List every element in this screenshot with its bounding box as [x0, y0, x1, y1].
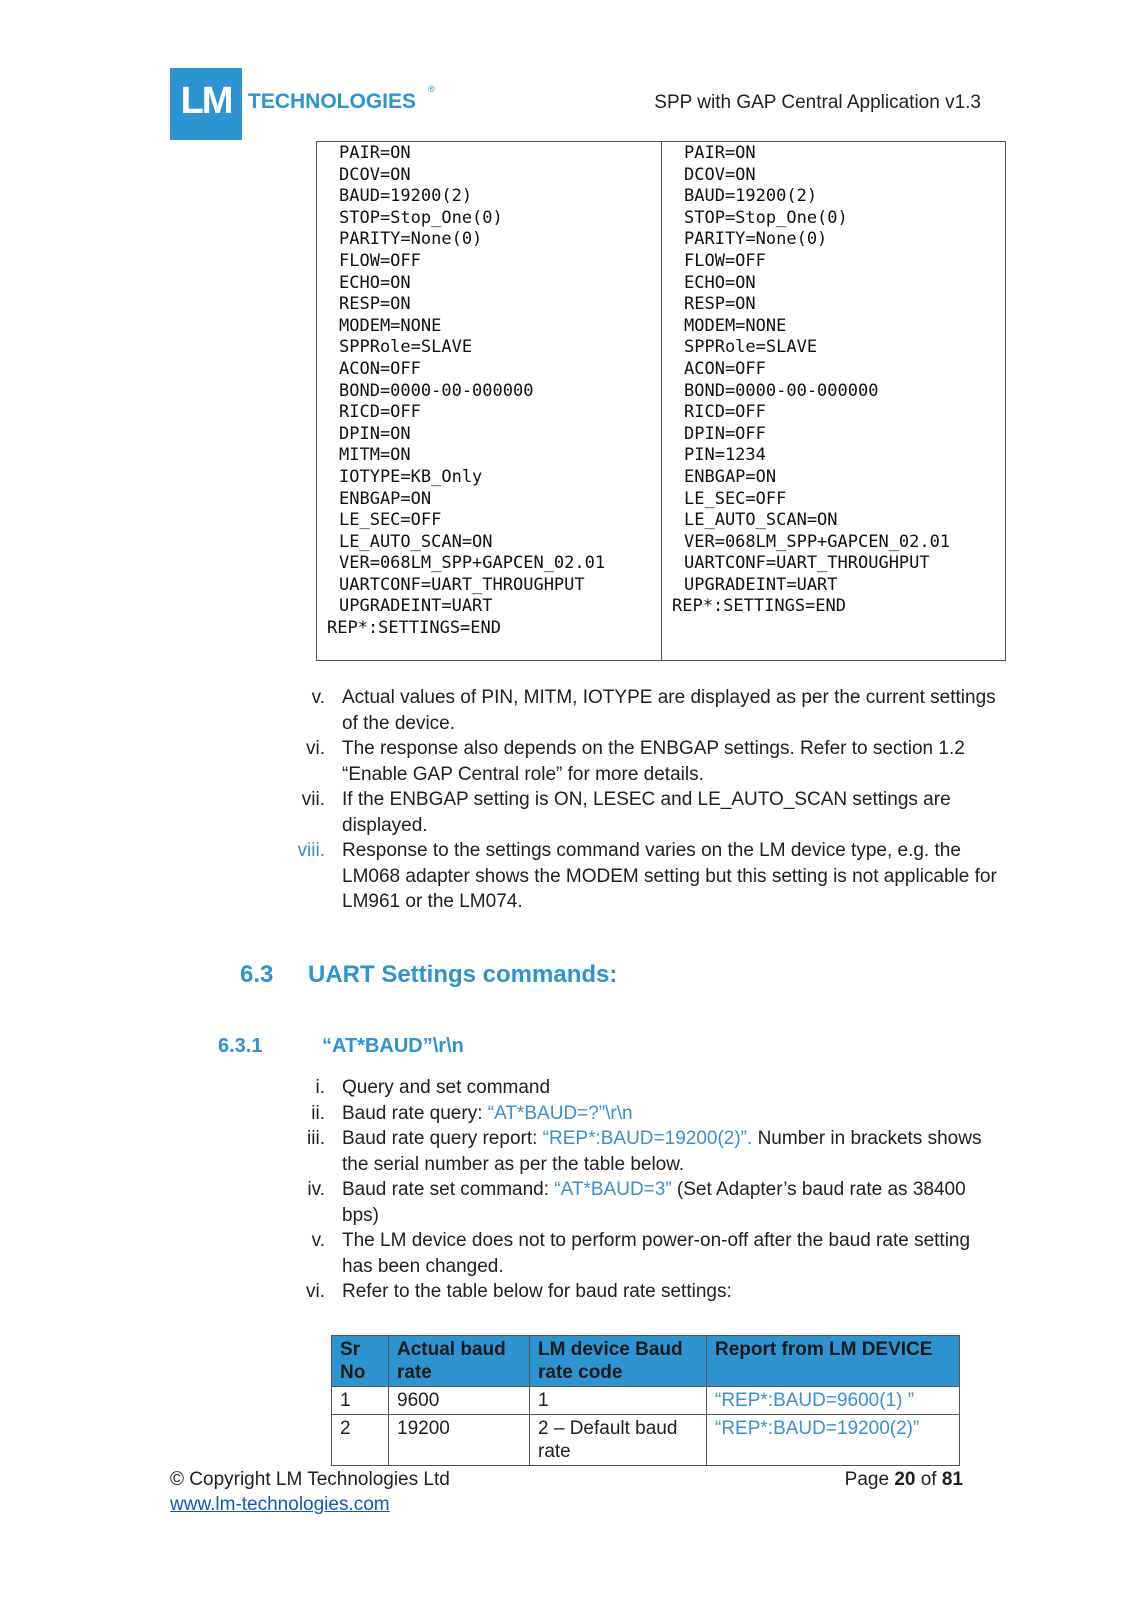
code-line: UARTCONF=UART_THROUGHPUT	[684, 553, 930, 574]
list-item	[280, 736, 1000, 787]
code-line: SPPRole=SLAVE	[684, 337, 818, 358]
table-row	[332, 1387, 960, 1415]
list-item	[280, 685, 1000, 736]
code-line: IOTYPE=KB_Only	[339, 466, 483, 487]
code-line: LE_AUTO_SCAN=ON	[339, 531, 493, 552]
settings-column-left	[317, 142, 662, 660]
code-line: MITM=ON	[339, 445, 411, 466]
list-text: The LM device does not to perform power-on-off after the baud rate setting has been changed.	[342, 1230, 971, 1277]
code-line: RICD=OFF	[684, 402, 766, 423]
code-line: VER=068LM_SPP+GAPCEN_02.01	[339, 553, 606, 574]
code-line: LE_AUTO_SCAN=ON	[684, 510, 838, 531]
list-number: iv.	[307, 1179, 325, 1200]
code-line: DCOV=ON	[339, 164, 411, 185]
list-number: v.	[311, 687, 325, 708]
list-text	[342, 1177, 1000, 1228]
logo-wordmark: TECHNOLOGIES	[248, 90, 417, 113]
subsection-title: “AT*BAUD”\r\n	[322, 1035, 464, 1057]
section-heading	[240, 961, 617, 989]
baud-command-list	[280, 1075, 1000, 1305]
table-cell: 19200	[389, 1415, 530, 1466]
code-line: PAIR=ON	[339, 143, 411, 163]
column-header-actual-baud: Actual baud rate	[389, 1336, 530, 1387]
code-line: ENBGAP=ON	[339, 488, 432, 509]
code-line: SPPRole=SLAVE	[339, 337, 473, 358]
table-cell: 1	[332, 1387, 389, 1415]
code-line: STOP=Stop_One(0)	[684, 207, 848, 228]
code-line: ECHO=ON	[339, 272, 411, 293]
code-line: ECHO=ON	[684, 272, 756, 293]
section-title: UART Settings commands:	[308, 961, 618, 988]
logo-mark	[170, 68, 242, 140]
table-cell: 9600	[389, 1387, 530, 1415]
list-item	[280, 787, 1000, 838]
code-line: RESP=ON	[684, 294, 756, 315]
table-cell: 1	[530, 1387, 707, 1415]
section-number: 6.3	[240, 961, 274, 988]
list-text: The response also depends on the ENBGAP settings. Refer to section 1.2 “Enable GAP Central role” for more details.	[342, 738, 965, 785]
subsection-number: 6.3.1	[218, 1035, 263, 1057]
command-code: “AT*BAUD=?”\r\n	[487, 1102, 633, 1124]
list-text: Query and set command	[342, 1077, 551, 1098]
list-text	[342, 1126, 1000, 1177]
code-line: BAUD=19200(2)	[339, 186, 473, 207]
code-line: PIN=1234	[684, 445, 766, 466]
code-line: PARITY=None(0)	[684, 229, 828, 250]
code-line: RICD=OFF	[339, 402, 421, 423]
code-line: DCOV=ON	[684, 164, 756, 185]
list-text	[342, 1101, 1000, 1127]
page-label: Page	[844, 1469, 895, 1490]
website-link[interactable]: www.lm-technologies.com	[170, 1494, 390, 1515]
code-line: DPIN=ON	[339, 423, 411, 444]
list-text: Response to the settings command varies on the LM device type, e.g. the LM068 adapter shows the MODEM setting but this setting is not applicable for LM961 or the LM074.	[342, 840, 997, 912]
list-item	[280, 1279, 1000, 1305]
code-line: UPGRADEINT=UART	[339, 596, 493, 617]
code-line: FLOW=OFF	[684, 250, 766, 271]
logo-mark-text: LM	[180, 80, 232, 122]
column-header-sr-no: Sr No	[332, 1336, 389, 1387]
current-page: 20	[894, 1469, 916, 1490]
code-line: LE_SEC=OFF	[339, 510, 442, 531]
list-text-prefix: Baud rate query report:	[342, 1128, 543, 1149]
list-text-prefix: Baud rate query:	[342, 1102, 488, 1124]
code-line: BOND=0000-00-000000	[684, 380, 879, 401]
list-item	[280, 1177, 1000, 1228]
list-item	[280, 1228, 1000, 1279]
list-text: Refer to the table below for baud rate settings:	[342, 1281, 732, 1302]
code-line: PARITY=None(0)	[339, 229, 483, 250]
command-code: “AT*BAUD=3”	[554, 1179, 672, 1200]
column-header-report: Report from LM DEVICE	[707, 1336, 960, 1387]
list-text-suffix: (Set Adapter’s baud rate as 38400 bps)	[342, 1179, 966, 1226]
list-item	[280, 838, 1000, 915]
company-logo	[170, 68, 438, 140]
list-item	[280, 1101, 1000, 1127]
list-text: If the ENBGAP setting is ON, LESEC and LE_AUTO_SCAN settings are displayed.	[342, 789, 951, 836]
code-line: DPIN=OFF	[684, 423, 766, 444]
list-text-suffix: Number in brackets shows the serial number as per the table below.	[342, 1128, 982, 1175]
list-number: iii.	[307, 1128, 325, 1149]
code-line: PAIR=ON	[684, 143, 756, 163]
code-line: ACON=OFF	[684, 358, 766, 379]
code-line: BAUD=19200(2)	[684, 186, 818, 207]
table-header-row	[332, 1336, 960, 1387]
settings-column-right	[662, 142, 1005, 660]
footer-copyright: © Copyright LM Technologies Ltd	[170, 1469, 450, 1490]
list-number: vi.	[306, 738, 325, 759]
table-row	[332, 1415, 960, 1466]
command-code: “REP*:BAUD=19200(2)”.	[542, 1128, 753, 1149]
code-line: MODEM=NONE	[339, 315, 442, 336]
list-text-prefix: Baud rate set command:	[342, 1179, 555, 1200]
list-number: viii.	[297, 840, 325, 861]
list-number: ii.	[311, 1102, 325, 1124]
column-header-baud-code: LM device Baud rate code	[530, 1336, 707, 1387]
subsection-heading	[218, 1035, 464, 1058]
code-line: MODEM=NONE	[684, 315, 787, 336]
code-line: UARTCONF=UART_THROUGHPUT	[339, 574, 585, 595]
list-number: v.	[311, 1230, 325, 1251]
code-line: STOP=Stop_One(0)	[339, 207, 503, 228]
page-number	[845, 1469, 963, 1491]
notes-list	[280, 685, 1000, 915]
list-number: vi.	[306, 1281, 325, 1302]
page-of-label: of	[915, 1469, 942, 1490]
code-line: FLOW=OFF	[339, 250, 421, 271]
code-line: BOND=0000-00-000000	[339, 380, 534, 401]
code-line-end: REP*:SETTINGS=END	[327, 618, 501, 639]
code-line-end: REP*:SETTINGS=END	[672, 596, 846, 617]
list-number: i.	[315, 1077, 325, 1098]
document-title: SPP with GAP Central Application v1.3	[654, 92, 981, 113]
registered-mark: ®	[428, 84, 435, 94]
code-line: LE_SEC=OFF	[684, 488, 787, 509]
list-item	[280, 1126, 1000, 1177]
code-line: ACON=OFF	[339, 358, 421, 379]
table-cell: 2	[332, 1415, 389, 1466]
table-cell: “REP*:BAUD=19200(2)”	[707, 1415, 960, 1466]
code-line: VER=068LM_SPP+GAPCEN_02.01	[684, 531, 951, 552]
baud-rate-table	[331, 1335, 960, 1466]
code-line: RESP=ON	[339, 294, 411, 315]
code-line: UPGRADEINT=UART	[684, 574, 838, 595]
settings-output-table	[316, 141, 1006, 661]
list-number: vii.	[301, 789, 325, 810]
code-line: ENBGAP=ON	[684, 466, 777, 487]
table-cell: 2 – Default baud rate	[530, 1415, 707, 1466]
table-cell: “REP*:BAUD=9600(1) ”	[707, 1387, 960, 1415]
list-item	[280, 1075, 1000, 1101]
total-pages: 81	[941, 1469, 963, 1490]
list-text: Actual values of PIN, MITM, IOTYPE are displayed as per the current settings of the device.	[342, 687, 996, 734]
